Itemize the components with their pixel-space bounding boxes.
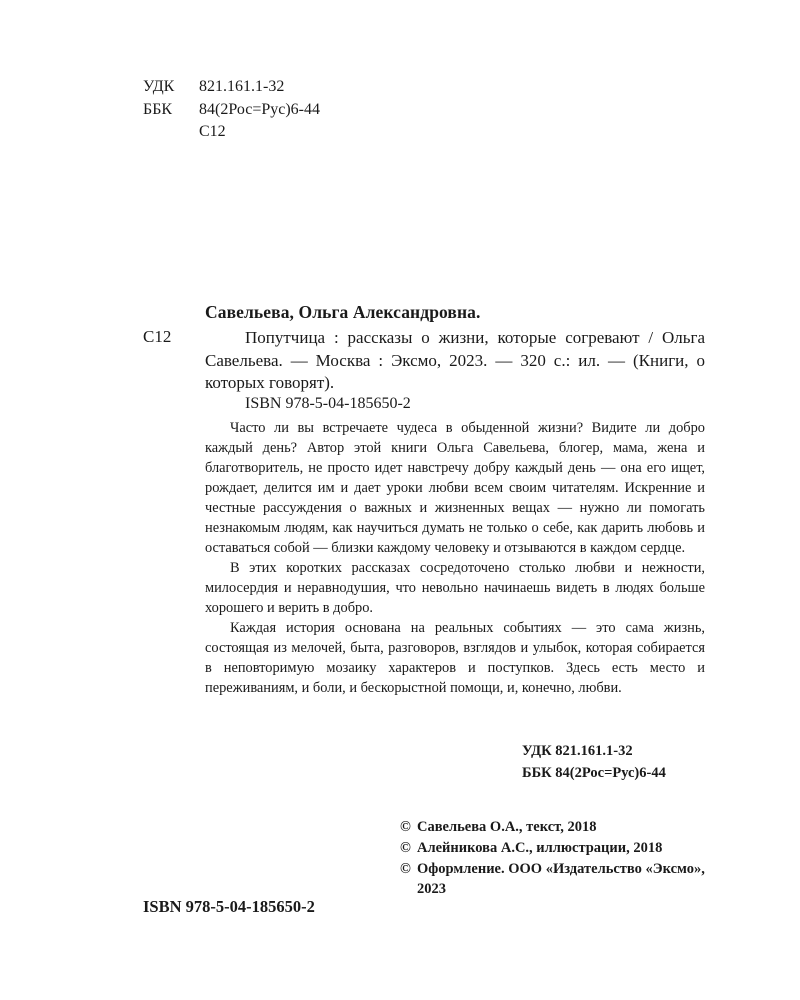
- bbk-value: 84(2Рос=Рус)6-44: [199, 100, 321, 118]
- bibliographic-description: [205, 327, 705, 395]
- author-mark: С12: [199, 123, 226, 140]
- annotation-paragraph: Часто ли вы встречаете чудеса в обыденной жизни? Видите ли добро каждый день? Автор этой книги Ольга Савельева, блогер, мама, жена и благотворитель, не просто идет навстречу добру каждый день — она его ищет, рождает, делится им и дает уроки любви всем своим читателям. Искренние и честные рассуждения о важных и жизненных вещах — нужно ли помогать незнакомым людям, как научиться думать не только о себе, как дарить любовь и оставаться собой — близки каждому человеку и отзываются в каждом сердце.: [205, 420, 705, 556]
- classification-codes: [143, 76, 320, 144]
- udk-label: УДК: [143, 78, 175, 95]
- copyright-text: Савельева О.А., текст, 2018: [417, 819, 597, 835]
- classification-codes-right: [522, 741, 666, 784]
- udk-code: УДК 821.161.1-32: [522, 743, 633, 759]
- udk-row: [143, 76, 320, 99]
- annotation: [205, 418, 705, 698]
- copyright-icon: ©: [400, 839, 411, 856]
- bbk-code: ББК 84(2Рос=Рус)6-44: [522, 764, 666, 781]
- copyright-text: Оформление. ООО «Издательство «Эксмо», 2023: [417, 860, 705, 898]
- copyright-text: Алейникова А.С., иллюстрации, 2018: [417, 839, 663, 856]
- annotation-paragraph: Каждая история основана на реальных событиях — это сама жизнь, состоящая из мелочей, быта, разговоров, взглядов и улыбок, которая собирается в неповторимую мозаику характеров и поступков. Здесь есть место и переживаниям, и боли, и бескорыстной помощи, и, конечно, любви.: [205, 620, 705, 696]
- copyright-item: [400, 817, 710, 838]
- description-text: Попутчица : рассказы о жизни, которые согревают / Ольга Савельева. — Москва : Эксмо, 2023. — 320 с.: ил. — (Книги, о которых говорят).: [205, 328, 705, 392]
- isbn-bottom: ISBN 978-5-04-185650-2: [143, 897, 315, 916]
- udk-value: 821.161.1-32: [199, 78, 285, 95]
- copyright-item: [400, 859, 710, 901]
- author-mark-row: [143, 121, 320, 144]
- copyright-icon: ©: [400, 819, 411, 835]
- author-heading: Савельева, Ольга Александровна.: [205, 302, 481, 322]
- bbk-row: [143, 99, 320, 122]
- annotation-paragraph: В этих коротких рассказах сосредоточено столько любви и нежности, милосердия и неравнодушия, что невольно начинаешь видеть в людях больше хорошего и верить в добро.: [205, 560, 705, 616]
- record-isbn: ISBN 978-5-04-185650-2: [245, 395, 411, 412]
- copyright-item: [400, 838, 710, 859]
- copyright-icon: ©: [400, 860, 411, 877]
- record-author-mark: С12: [143, 327, 172, 346]
- copyright-block: [400, 817, 710, 900]
- bbk-label: ББК: [143, 100, 173, 118]
